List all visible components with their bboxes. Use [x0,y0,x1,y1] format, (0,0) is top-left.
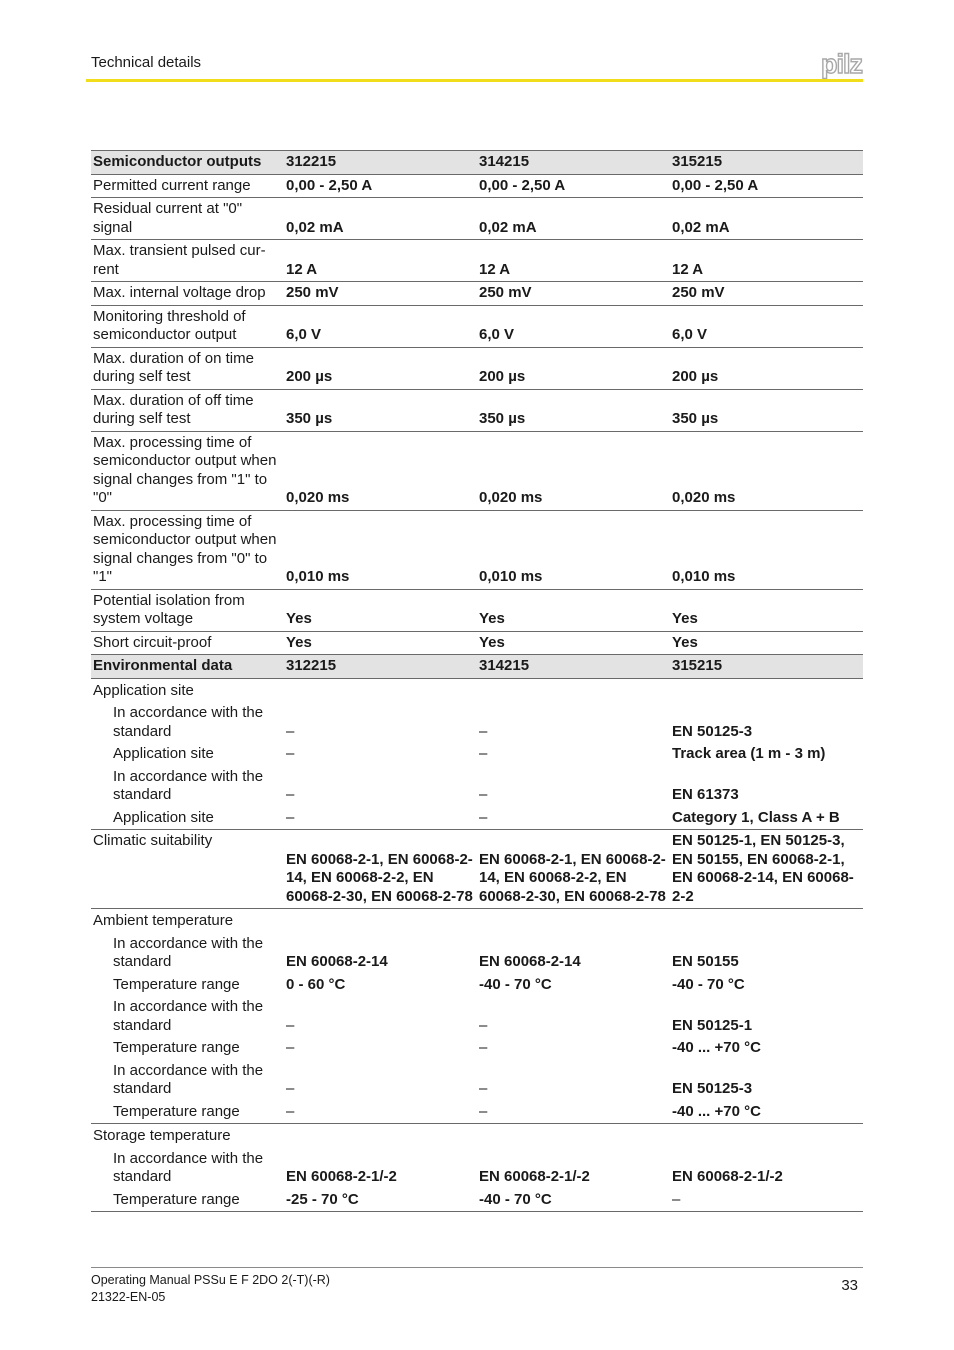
column-header: 314215 [477,151,670,175]
row-value: Yes [477,631,670,655]
row-value: 12 A [670,240,863,282]
row-value: – [286,1039,295,1056]
row-value: 0,00 - 2,50 A [670,174,863,198]
row-value: -40 - 70 °C [477,1189,670,1212]
row-value: Yes [284,631,477,655]
row-value: EN 60068-2-1/-2 [672,1168,783,1185]
row-value: EN 61373 [672,786,739,803]
group-heading-row [91,1124,863,1148]
row-value: 12 A [284,240,477,282]
row-value: -40 - 70 °C [479,975,552,993]
row-value: – [477,1101,670,1124]
row-label: Temperature range [91,1101,284,1124]
table-row [91,933,863,974]
row-value: EN 60068-2-1/-2 [479,1168,590,1185]
row-value: – [479,1016,488,1034]
header-accent-rule [86,79,863,82]
row-label: Max. duration of on time during self test [91,347,284,389]
row-value: -25 - 70 °C [284,1189,477,1212]
row-label: In accordance with the standard [113,998,264,1034]
row-label: Max. processing time of semiconductor output when signal changes from "0" to "1" [91,510,284,589]
row-value: – [286,722,295,740]
table-row [91,240,863,282]
row-value: Track area (1 m - 3 m) [672,745,826,762]
row-value: 350 µs [284,389,477,431]
row-value: -40 - 70 °C [672,975,745,993]
column-header: 315215 [670,655,863,679]
row-value: 0 - 60 °C [286,975,346,993]
row-label: Max. internal voltage drop [91,282,284,306]
row-value: EN 60068-2-14 [286,953,388,970]
row-label: Application site [113,745,214,762]
pilz-logo: pilz [821,49,862,79]
row-label: Permitted current range [91,174,284,198]
row-value: 0,010 ms [477,510,670,589]
row-value: 250 mV [477,282,670,306]
row-value: EN 60068-2-1, EN 60068-2-14, EN 60068-2-2, EN 60068-2-30, EN 60068-2-78 [477,830,670,909]
row-value: 0,020 ms [670,431,863,510]
table-row [91,830,863,909]
row-label: In accordance with the standard [113,1149,264,1185]
row-label: Max. transient pulsed cur-rent [91,240,284,282]
table-row [91,1189,863,1212]
table-row [91,198,863,240]
row-value: 250 mV [670,282,863,306]
row-value: 200 µs [477,347,670,389]
group-label: Ambient temperature [93,912,234,929]
row-value: EN 50125-1 [672,1016,753,1034]
row-value: – [479,1080,488,1097]
group-label: Application site [93,681,194,699]
row-label: Temperature range [91,1189,284,1212]
table-row [91,1101,863,1124]
row-value: 0,020 ms [477,431,670,510]
table-row [91,996,863,1037]
table-row [91,389,863,431]
footer-rule [91,1267,863,1268]
group-heading-row [91,678,863,702]
table-row [91,1148,863,1189]
row-value: 350 µs [477,389,670,431]
row-value: EN 50125-1, EN 50125-3, EN 50155, EN 60068-2-1, EN 60068-2-14, EN 60068-2-2 [670,830,863,909]
row-value: 0,00 - 2,50 A [477,174,670,198]
row-value: EN 60068-2-1/-2 [286,1168,397,1185]
table-row [91,807,863,830]
row-value: Yes [284,589,477,631]
column-header: 315215 [670,151,863,175]
row-label: Application site [91,807,284,830]
row-value: Yes [670,631,863,655]
row-value: Yes [670,589,863,631]
row-label: Residual current at "0" signal [91,198,284,240]
table-row [91,347,863,389]
row-label: In accordance with the standard [113,704,264,740]
row-value: Category 1, Class A + B [670,807,863,830]
column-header: Semiconductor outputs [91,151,284,175]
row-value: – [670,1189,863,1212]
group-heading-row [91,909,863,933]
group-label: Storage temperature [93,1127,231,1144]
row-value: 0,010 ms [284,510,477,589]
table-header-semiconductor [91,151,863,175]
row-value: – [284,1101,477,1124]
table-row [91,1060,863,1101]
footer-manual-title: Operating Manual PSSu E F 2DO 2(-T)(-R) [91,1273,330,1287]
row-value: -40 ... +70 °C [672,1039,761,1056]
row-label: In accordance with the standard [113,767,264,803]
row-value: 0,02 mA [477,198,670,240]
table-row [91,174,863,198]
row-label: Max. duration of off time during self test [91,389,284,431]
row-value: 12 A [477,240,670,282]
row-value: EN 50125-3 [672,722,753,740]
row-value: 6,0 V [477,305,670,347]
column-header: 312215 [284,655,477,679]
row-value: 200 µs [670,347,863,389]
page-number: 33 [841,1277,858,1294]
table-row [91,282,863,306]
row-label: In accordance with the standard [113,1061,264,1097]
footer-document-number: 21322-EN-05 [91,1290,166,1304]
table-row [91,431,863,510]
table-row [91,305,863,347]
row-value: 0,02 mA [670,198,863,240]
table-row [91,766,863,807]
row-value: – [284,807,477,830]
row-label: Temperature range [113,1039,240,1056]
row-label: Climatic suitability [91,830,284,909]
row-value: – [479,1039,488,1056]
section-title: Technical details [91,54,202,71]
row-value: -40 ... +70 °C [670,1101,863,1124]
row-label: Max. processing time of semiconductor output when signal changes from "1" to "0" [91,431,284,510]
row-value: 250 mV [284,282,477,306]
row-value: 6,0 V [284,305,477,347]
table-row [91,974,863,997]
row-value: 350 µs [670,389,863,431]
table-row [91,631,863,655]
row-value: 0,02 mA [284,198,477,240]
table-row [91,589,863,631]
row-value: – [479,786,488,803]
row-value: EN 50155 [672,953,739,970]
row-label: Monitoring threshold of semiconductor output [91,305,284,347]
row-value: – [477,807,670,830]
row-label: Temperature range [113,975,240,993]
row-value: – [479,745,488,762]
row-label: Short circuit-proof [91,631,284,655]
row-label: In accordance with the standard [113,934,264,970]
table-header-environmental [91,655,863,679]
row-value: Yes [477,589,670,631]
column-header: 312215 [284,151,477,175]
row-value: – [286,786,295,803]
row-value: – [286,745,295,762]
row-value: 0,00 - 2,50 A [284,174,477,198]
table-row [91,1037,863,1060]
table-row [91,743,863,766]
row-value: – [286,1080,295,1097]
row-value: – [286,1016,295,1034]
row-value: 200 µs [284,347,477,389]
row-value: 0,020 ms [284,431,477,510]
technical-data-table [91,150,863,1212]
row-value: – [479,722,488,740]
row-label: Potential isolation from system voltage [91,589,284,631]
column-header: 314215 [477,655,670,679]
row-value: 0,010 ms [670,510,863,589]
row-value: EN 60068-2-14 [479,953,581,970]
column-header: Environmental data [91,655,284,679]
row-value: EN 60068-2-1, EN 60068-2-14, EN 60068-2-2, EN 60068-2-30, EN 60068-2-78 [284,830,477,909]
row-value: 6,0 V [670,305,863,347]
row-value: EN 50125-3 [672,1080,753,1097]
table-row [91,702,863,743]
table-row [91,510,863,589]
